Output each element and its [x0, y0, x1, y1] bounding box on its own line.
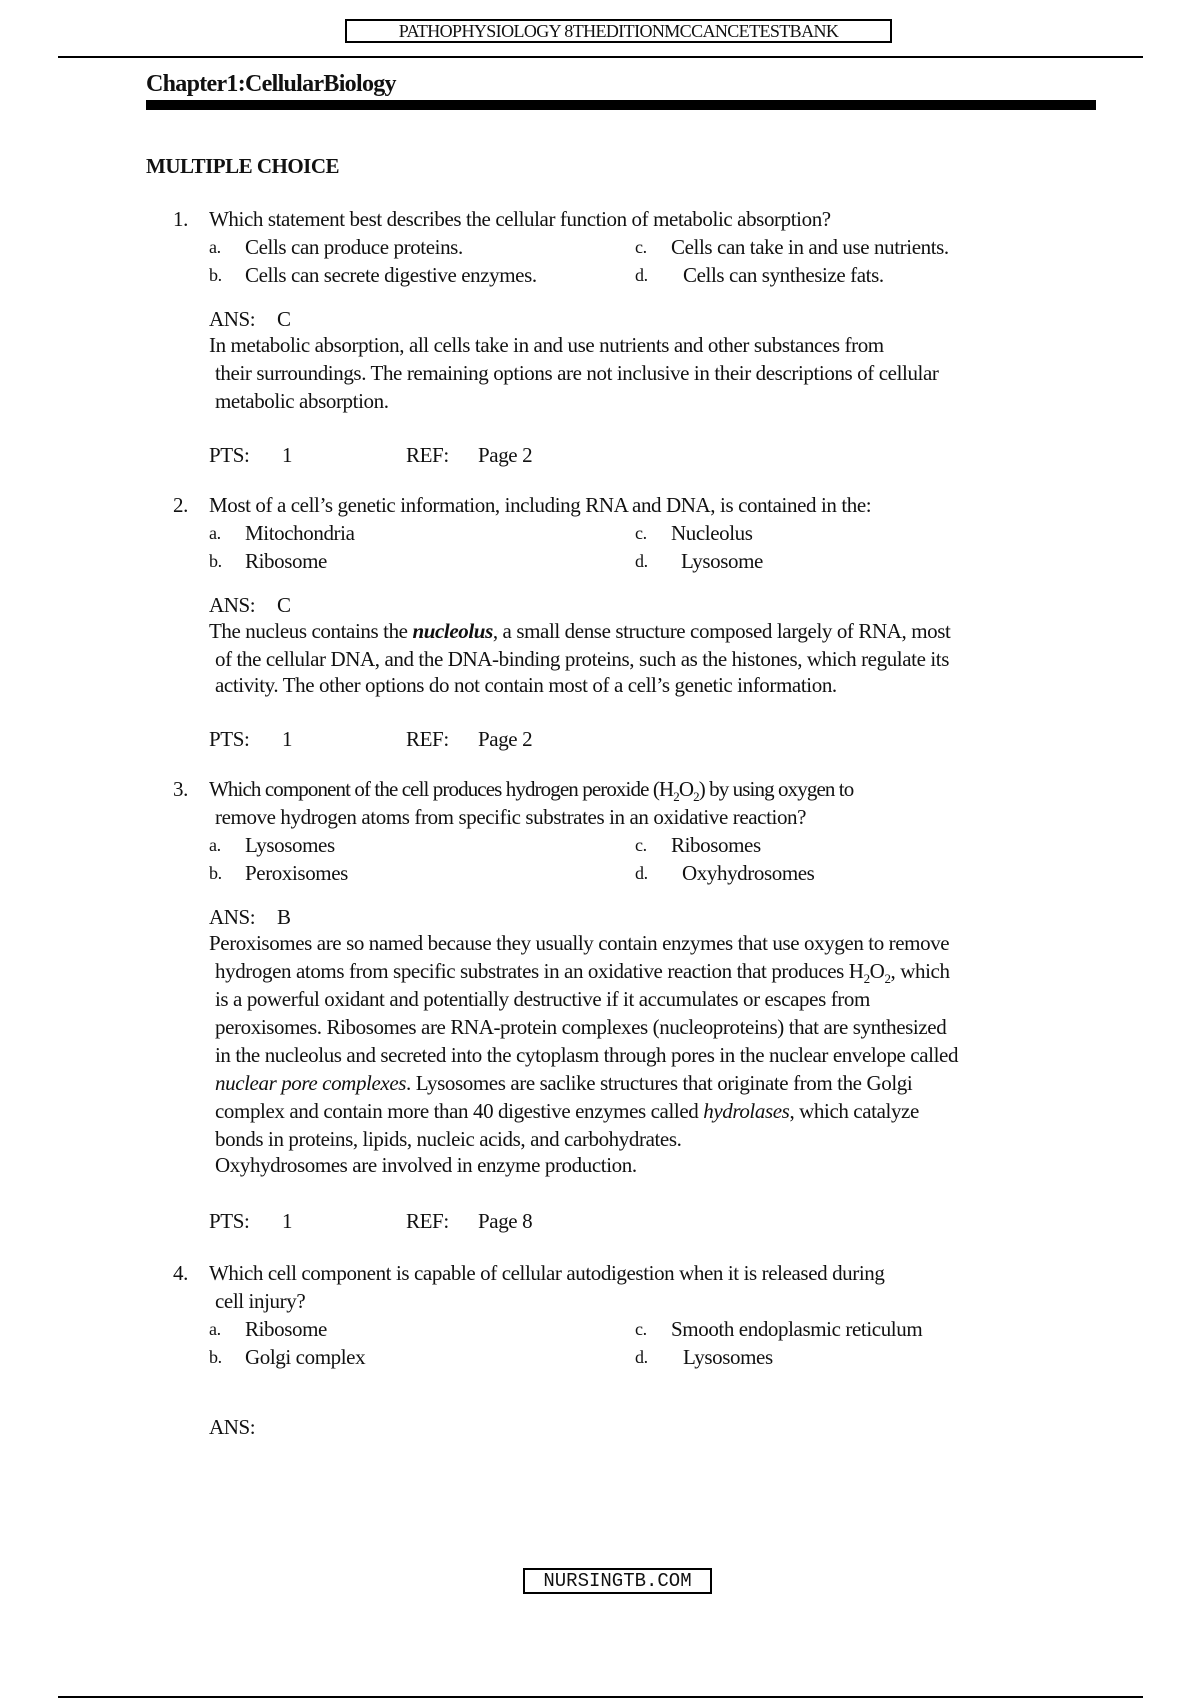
- rationale-line: Oxyhydrosomes are involved in enzyme production.: [215, 1153, 637, 1177]
- reference-value: Page 2: [478, 727, 533, 751]
- rationale-text: , which catalyze: [789, 1099, 919, 1123]
- option-letter-d: d.: [635, 265, 648, 285]
- option-letter-a: a.: [209, 523, 221, 543]
- footer-watermark: NURSINGTB.COM: [523, 1568, 712, 1594]
- answer-label: ANS:: [209, 905, 256, 929]
- question-text: Which component of the cell produces hydrogen peroxide (H: [209, 777, 674, 801]
- chapter-rule: [146, 100, 1096, 110]
- rationale-text: The nucleus contains the: [209, 619, 413, 643]
- rationale-text: . Lysosomes are saclike structures that originate from the Golgi: [406, 1071, 913, 1095]
- question-stem: Most of a cell’s genetic information, including RNA and DNA, is contained in the:: [209, 493, 872, 517]
- option-b: Peroxisomes: [245, 861, 348, 885]
- reference-label: REF:: [406, 727, 449, 751]
- rationale-line: In metabolic absorption, all cells take in and use nutrients and other substances from: [209, 333, 884, 357]
- rationale-line: is a powerful oxidant and potentially destructive if it accumulates or escapes from: [215, 987, 870, 1011]
- option-a: Lysosomes: [245, 833, 335, 857]
- option-letter-b: b.: [209, 265, 222, 285]
- option-a: Cells can produce proteins.: [245, 235, 463, 259]
- points-value: 1: [282, 1209, 293, 1233]
- reference-value: Page 8: [478, 1209, 533, 1233]
- rationale-line: metabolic absorption.: [215, 389, 389, 413]
- option-letter-c: c.: [635, 1319, 647, 1339]
- rationale-emphasis: nucleolus: [412, 619, 493, 643]
- option-letter-b: b.: [209, 551, 222, 571]
- rationale-text: hydrogen atoms from specific substrates in an oxidative reaction that produces H: [215, 959, 864, 983]
- answer-label: ANS:: [209, 593, 256, 617]
- answer-label: ANS:: [209, 307, 256, 331]
- subscript: 2: [884, 971, 891, 987]
- reference-value: Page 2: [478, 443, 533, 467]
- rationale-text: , a small dense structure composed largely of RNA, most: [492, 619, 951, 643]
- option-c: Nucleolus: [671, 521, 753, 545]
- rationale-line: [215, 1070, 912, 1096]
- answer-value: C: [277, 307, 291, 331]
- chapter-title: Chapter1:CellularBiology: [146, 71, 396, 97]
- answer-label: ANS:: [209, 1415, 256, 1439]
- option-b: Ribosome: [245, 549, 327, 573]
- rationale-text: , which: [890, 959, 950, 983]
- rationale-line: Peroxisomes are so named because they usually contain enzymes that use oxygen to remove: [209, 931, 950, 955]
- option-letter-d: d.: [635, 1347, 648, 1367]
- points-label: PTS:: [209, 443, 250, 467]
- option-b: Golgi complex: [245, 1345, 366, 1369]
- rationale-text: O: [869, 959, 885, 983]
- option-letter-b: b.: [209, 1347, 222, 1367]
- points-value: 1: [282, 727, 293, 751]
- rationale-text: complex and contain more than 40 digestive enzymes called: [215, 1099, 704, 1123]
- option-d: Lysosome: [681, 549, 763, 573]
- option-letter-c: c.: [635, 523, 647, 543]
- question-text: O: [678, 777, 694, 801]
- subscript: 2: [863, 971, 870, 987]
- subscript: 2: [673, 789, 679, 805]
- option-letter-d: d.: [635, 551, 648, 571]
- points-label: PTS:: [209, 727, 250, 751]
- option-a: Mitochondria: [245, 521, 355, 545]
- option-letter-b: b.: [209, 863, 222, 883]
- points-value: 1: [282, 443, 293, 467]
- option-letter-a: a.: [209, 1319, 221, 1339]
- option-d: Oxyhydrosomes: [682, 861, 815, 885]
- header-rule: [58, 56, 1143, 58]
- question-number: 3.: [173, 777, 188, 801]
- question-number: 4.: [173, 1261, 188, 1285]
- question-stem: remove hydrogen atoms from specific substrates in an oxidative reaction?: [215, 805, 807, 829]
- question-stem: Which cell component is capable of cellular autodigestion when it is released during: [209, 1261, 885, 1285]
- rationale-line: [209, 618, 950, 644]
- option-c: Ribosomes: [671, 833, 761, 857]
- rationale-line: of the cellular DNA, and the DNA-binding proteins, such as the histones, which regulate its: [215, 647, 950, 671]
- option-c: Smooth endoplasmic reticulum: [671, 1317, 923, 1341]
- rationale-line: in the nucleolus and secreted into the cytoplasm through pores in the nuclear envelope called: [215, 1043, 959, 1067]
- rationale-line: peroxisomes. Ribosomes are RNA-protein complexes (nucleoproteins) that are synthesized: [215, 1015, 947, 1039]
- reference-label: REF:: [406, 443, 449, 467]
- subscript: 2: [693, 789, 699, 805]
- option-letter-a: a.: [209, 237, 221, 257]
- option-letter-a: a.: [209, 835, 221, 855]
- option-d: Lysosomes: [683, 1345, 773, 1369]
- rationale-line: bonds in proteins, lipids, nucleic acids, and carbohydrates.: [215, 1127, 682, 1151]
- option-b: Cells can secrete digestive enzymes.: [245, 263, 537, 287]
- section-title: MULTIPLE CHOICE: [146, 154, 340, 178]
- question-number: 2.: [173, 493, 188, 517]
- question-stem: cell injury?: [215, 1289, 306, 1313]
- points-label: PTS:: [209, 1209, 250, 1233]
- reference-label: REF:: [406, 1209, 449, 1233]
- question-number: 1.: [173, 207, 188, 231]
- answer-value: B: [277, 905, 291, 929]
- question-stem: Which statement best describes the cellular function of metabolic absorption?: [209, 207, 831, 231]
- rationale-line: activity. The other options do not contain most of a cell’s genetic information.: [215, 673, 837, 697]
- option-c: Cells can take in and use nutrients.: [671, 235, 949, 259]
- rationale-emphasis: hydrolases: [703, 1099, 790, 1123]
- rationale-line: their surroundings. The remaining options are not inclusive in their descriptions of cellular: [215, 361, 939, 385]
- question-text: ) by using oxygen to: [698, 777, 854, 801]
- footer-rule: [58, 1696, 1143, 1698]
- option-a: Ribosome: [245, 1317, 327, 1341]
- option-d: Cells can synthesize fats.: [683, 263, 884, 287]
- option-letter-c: c.: [635, 237, 647, 257]
- rationale-line: [215, 1098, 919, 1124]
- option-letter-c: c.: [635, 835, 647, 855]
- page-header: PATHOPHYSIOLOGY 8THEDITIONMCCANCETESTBANK: [345, 19, 892, 43]
- rationale-emphasis: nuclear pore complexes: [215, 1071, 407, 1095]
- answer-value: C: [277, 593, 291, 617]
- option-letter-d: d.: [635, 863, 648, 883]
